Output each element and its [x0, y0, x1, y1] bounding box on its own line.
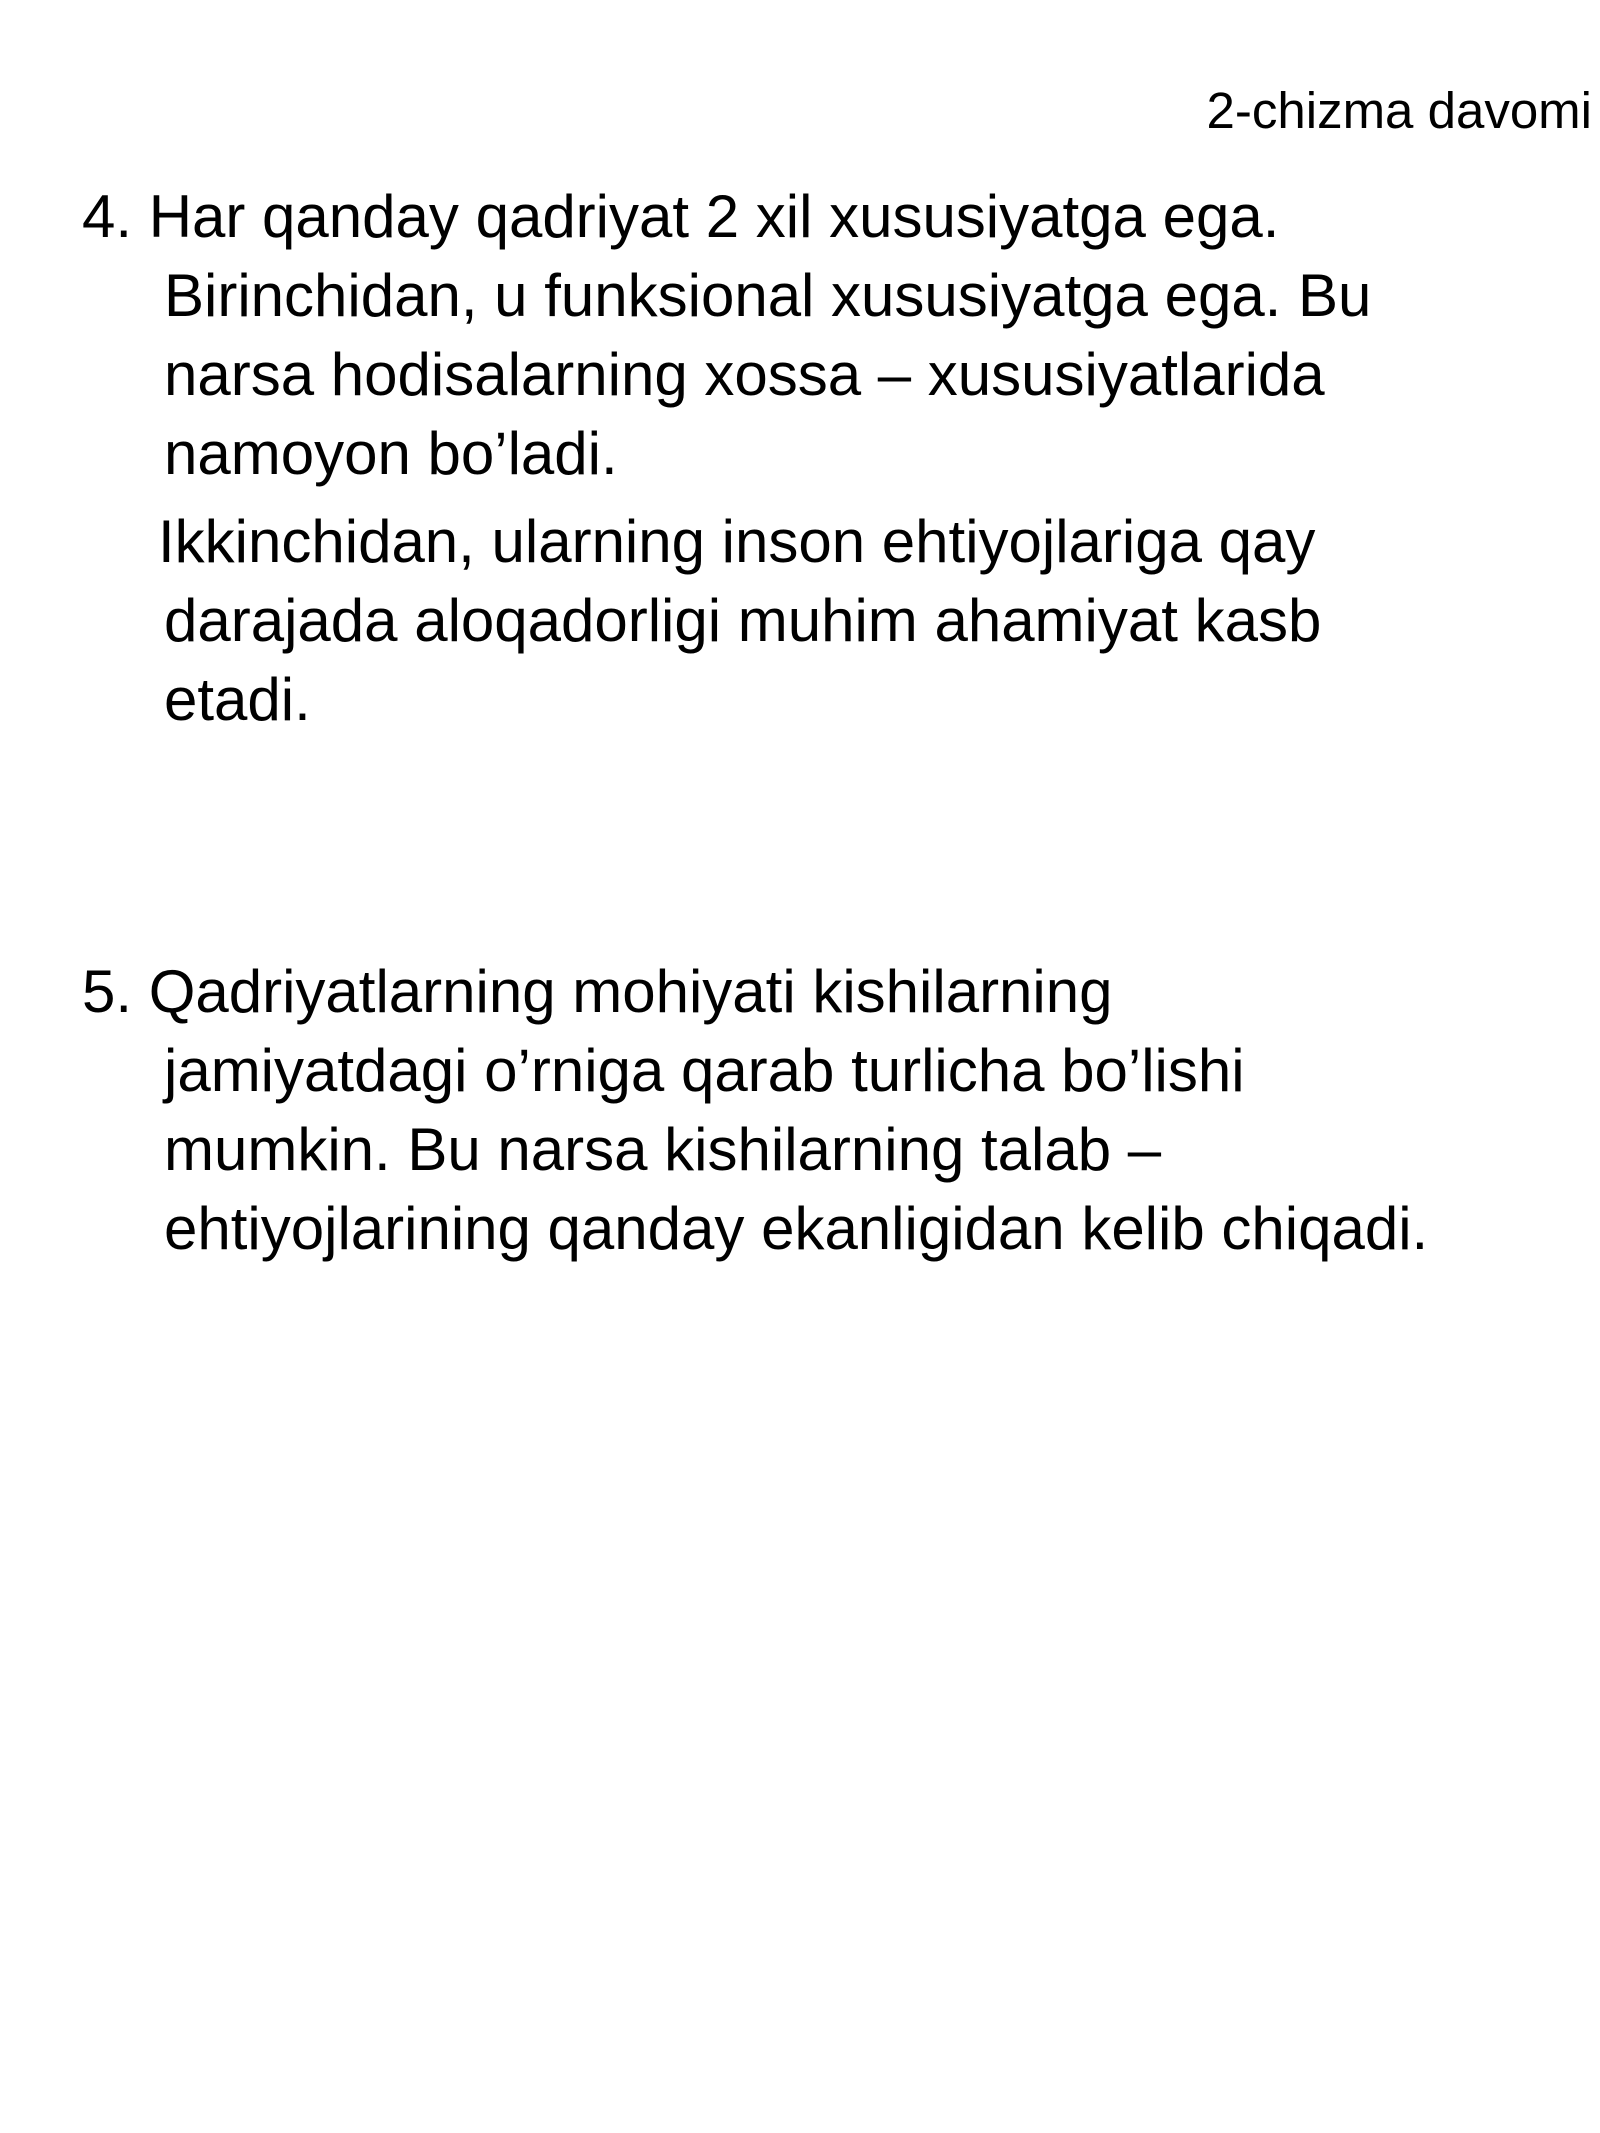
item-5-line-1: 5. Qadriyatlarning mohiyati kishilarning: [82, 958, 1113, 1025]
list-item-5: [82, 952, 1582, 1268]
slide-caption: 2-chizma davomi: [1206, 82, 1592, 139]
item-4-line-3: narsa hodisalarning xossa – xususiyatlarida: [164, 341, 1325, 408]
list-item-4: [82, 177, 1582, 739]
item-4-line-1: 4. Har qanday qadriyat 2 xil xususiyatga ega.: [82, 183, 1280, 250]
item-5-line-2: jamiyatdagi o’rniga qarab turlicha bo’lishi: [164, 1037, 1245, 1104]
item-4-line-4: namoyon bo’ladi.: [164, 420, 618, 487]
item-5-line-4: ehtiyojlarining qanday ekanligidan kelib chiqadi.: [164, 1195, 1429, 1262]
paragraph-gap: [82, 493, 1582, 502]
item-4-para2-line-1: Ikkinchidan, ularning inson ehtiyojlariga qay: [158, 508, 1316, 575]
item-5-line-3: mumkin. Bu narsa kishilarning talab –: [164, 1116, 1162, 1183]
item-4-para2-line-3: etadi.: [164, 666, 311, 733]
item-4-para2-line-2: darajada aloqadorligi muhim ahamiyat kasb: [164, 587, 1322, 654]
item-4-line-2: Birinchidan, u funksional xususiyatga ega. Bu: [164, 262, 1372, 329]
